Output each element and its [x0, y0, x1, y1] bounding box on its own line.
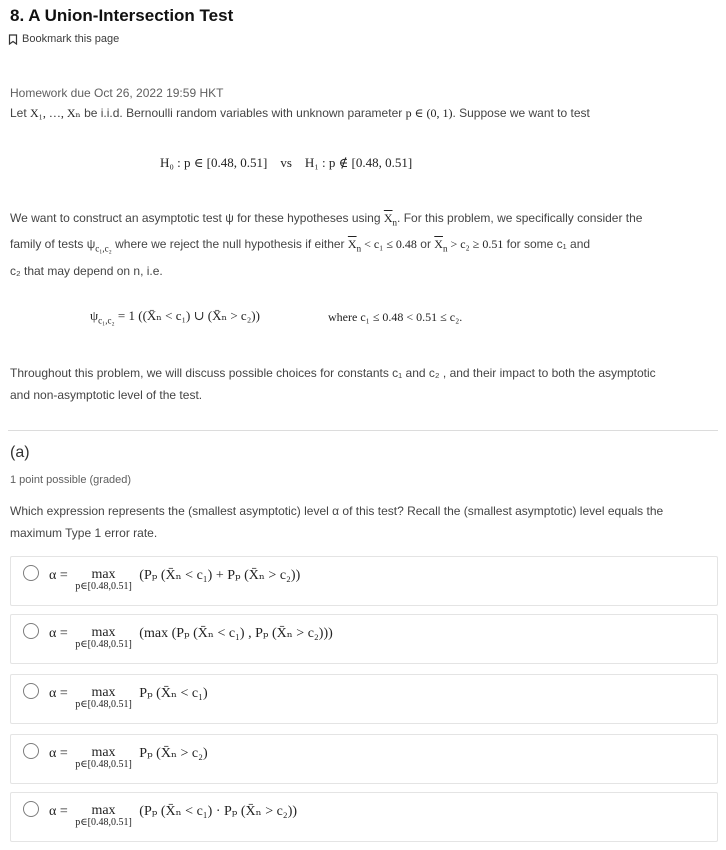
test-description: We want to construct an asymptotic test ψ for these hypotheses using $\overline{X}_n$. For this problem, we specifically consider the family of tests $\psi_{c_1,c_2}$ where we reject the null hypothesis if either $\overline{X}_n < c_1 \le 0.48$ or $\overline{X}_n > c_2 \ge 0.51$ for some c₁ and c₂ that may depend on n, i.e. [10, 211, 643, 278]
intro-paragraph: Let X₁, …, Xₙ be i.i.d. Bernoulli random variables with unknown parameter p ∈ (0, 1). Suppose we want to test [10, 106, 590, 120]
answer-option-4[interactable]: α = max p∈[0.48,0.51] Pₚ (X̄ₙ > c₂) [10, 734, 718, 784]
test-definition: $\psi_{c_1,c_2} = 1$ ((X̄ₙ < c₁) ∪ (X̄ₙ > c₂)) [90, 308, 260, 326]
due-date: Homework due Oct 26, 2022 19:59 HKT [10, 86, 224, 100]
answer-option-3[interactable]: α = max p∈[0.48,0.51] Pₚ (X̄ₙ < c₁) [10, 674, 718, 724]
radio-button[interactable] [23, 801, 39, 817]
radio-button[interactable] [23, 683, 39, 699]
bookmark-label: Bookmark this page [22, 33, 120, 45]
radio-button[interactable] [23, 565, 39, 581]
answer-option-2[interactable]: α = max p∈[0.48,0.51] (max (Pₚ (X̄ₙ < c₁) , Pₚ (X̄ₙ > c₂))) [10, 614, 718, 664]
question-text: Which expression represents the (smallest asymptotic) level α of this test? Recall the (smallest asymptotic) level equals the maximum Type 1 error rate. [10, 504, 664, 540]
discussion-paragraph: Throughout this problem, we will discuss possible choices for constants c₁ and c₂ , and their impact to both the asymptotic and non-asymptotic level of the test. [10, 366, 656, 402]
answer-option-1[interactable]: α = max p∈[0.48,0.51] (Pₚ (X̄ₙ < c₁) + Pₚ (X̄ₙ > c₂)) [10, 556, 718, 606]
where-clause: where c₁ ≤ 0.48 < 0.51 ≤ c₂. [328, 310, 463, 324]
divider [8, 430, 718, 431]
radio-button[interactable] [23, 743, 39, 759]
points-possible: 1 point possible (graded) [10, 474, 132, 486]
radio-button[interactable] [23, 623, 39, 639]
hypotheses: H₀ : p ∈ [0.48, 0.51] vs H₁ : p ∉ [0.48, 0.51] [160, 155, 413, 170]
part-label: (a) [10, 444, 30, 461]
page-title: 8. A Union-Intersection Test [10, 6, 234, 25]
bookmark-link[interactable] [8, 33, 119, 45]
bookmark-icon [8, 34, 18, 45]
answer-option-5[interactable]: α = max p∈[0.48,0.51] (Pₚ (X̄ₙ < c₁) · Pₚ (X̄ₙ > c₂)) [10, 792, 718, 842]
